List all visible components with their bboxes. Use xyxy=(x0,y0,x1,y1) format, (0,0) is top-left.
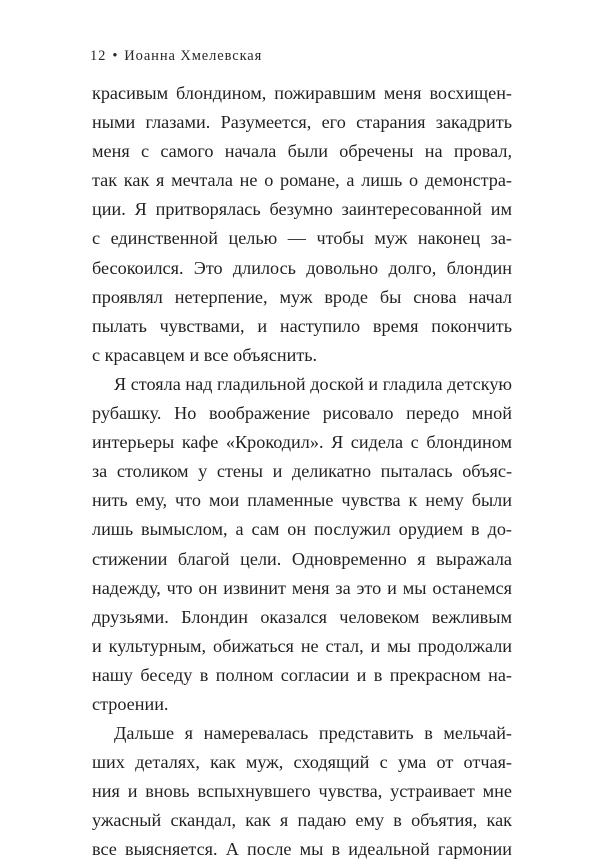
text-line: меня с самого начала были обречены на провал, xyxy=(92,141,512,162)
running-head xyxy=(90,47,262,65)
text-line: надежду, что он извинит меня за это и мы останемся xyxy=(92,577,512,598)
page-number: 12 xyxy=(90,48,107,64)
text-line: Я стояла над гладильной доской и гладила детскую xyxy=(114,373,512,394)
text-line: красивым блондином, пожиравшим меня восхищен- xyxy=(92,83,512,103)
text-line: и культурным, обижаться не стал, и мы продолжали xyxy=(92,635,512,656)
text-line: ших деталях, как муж, сходящий с ума от отчая- xyxy=(92,752,512,773)
text-line: проявлял нетерпение, муж вроде бы снова начал xyxy=(92,286,512,307)
text-line: ужасный скандал, как я падаю ему в объятия, как xyxy=(92,810,512,831)
text-line: нашу беседу в полном согласии и в прекрасном на- xyxy=(92,664,512,685)
author-name: Иоанна Хмелевская xyxy=(124,48,263,64)
text-line: ции. Я притворялась безумно заинтересованной им xyxy=(92,199,512,220)
header-separator: • xyxy=(112,48,119,64)
body-text xyxy=(92,79,512,865)
text-line: стижении благой цели. Одновременно я выражала xyxy=(92,548,512,569)
text-line: с единственной целью — чтобы муж наконец за- xyxy=(92,228,512,249)
text-line: ния и вновь вспыхнувшего чувства, устраивает мне xyxy=(92,781,512,802)
text-line: друзьями. Блондин оказался человеком вежливым xyxy=(92,606,512,627)
text-line: строении. xyxy=(92,693,169,714)
text-line: за столиком у стены и деликатно пыталась объяс- xyxy=(92,461,512,482)
text-line: ными глазами. Разумеется, его старания закадрить xyxy=(92,112,512,133)
text-line: все выясняется. А после мы в идеальной гармонии xyxy=(92,839,512,860)
text-line: рубашку. Но воображение рисовало передо мной xyxy=(92,403,512,424)
text-line: лишь вымыслом, а сам он послужил орудием в до- xyxy=(92,519,512,540)
text-line: пылать чувствами, и наступило время покончить xyxy=(92,315,512,336)
text-line: с красавцем и все объяснить. xyxy=(92,344,318,365)
text-line: интерьеры кафе «Крокодил». Я сидела с блондином xyxy=(92,432,512,453)
text-line: бесокоился. Это длилось довольно долго, блондин xyxy=(92,257,512,278)
text-line: нить ему, что мои пламенные чувства к нему были xyxy=(92,490,512,511)
text-line: Дальше я намеревалась представить в мельчай- xyxy=(114,723,512,744)
text-line: так как я мечтала не о романе, а лишь о демонстра- xyxy=(92,170,512,191)
